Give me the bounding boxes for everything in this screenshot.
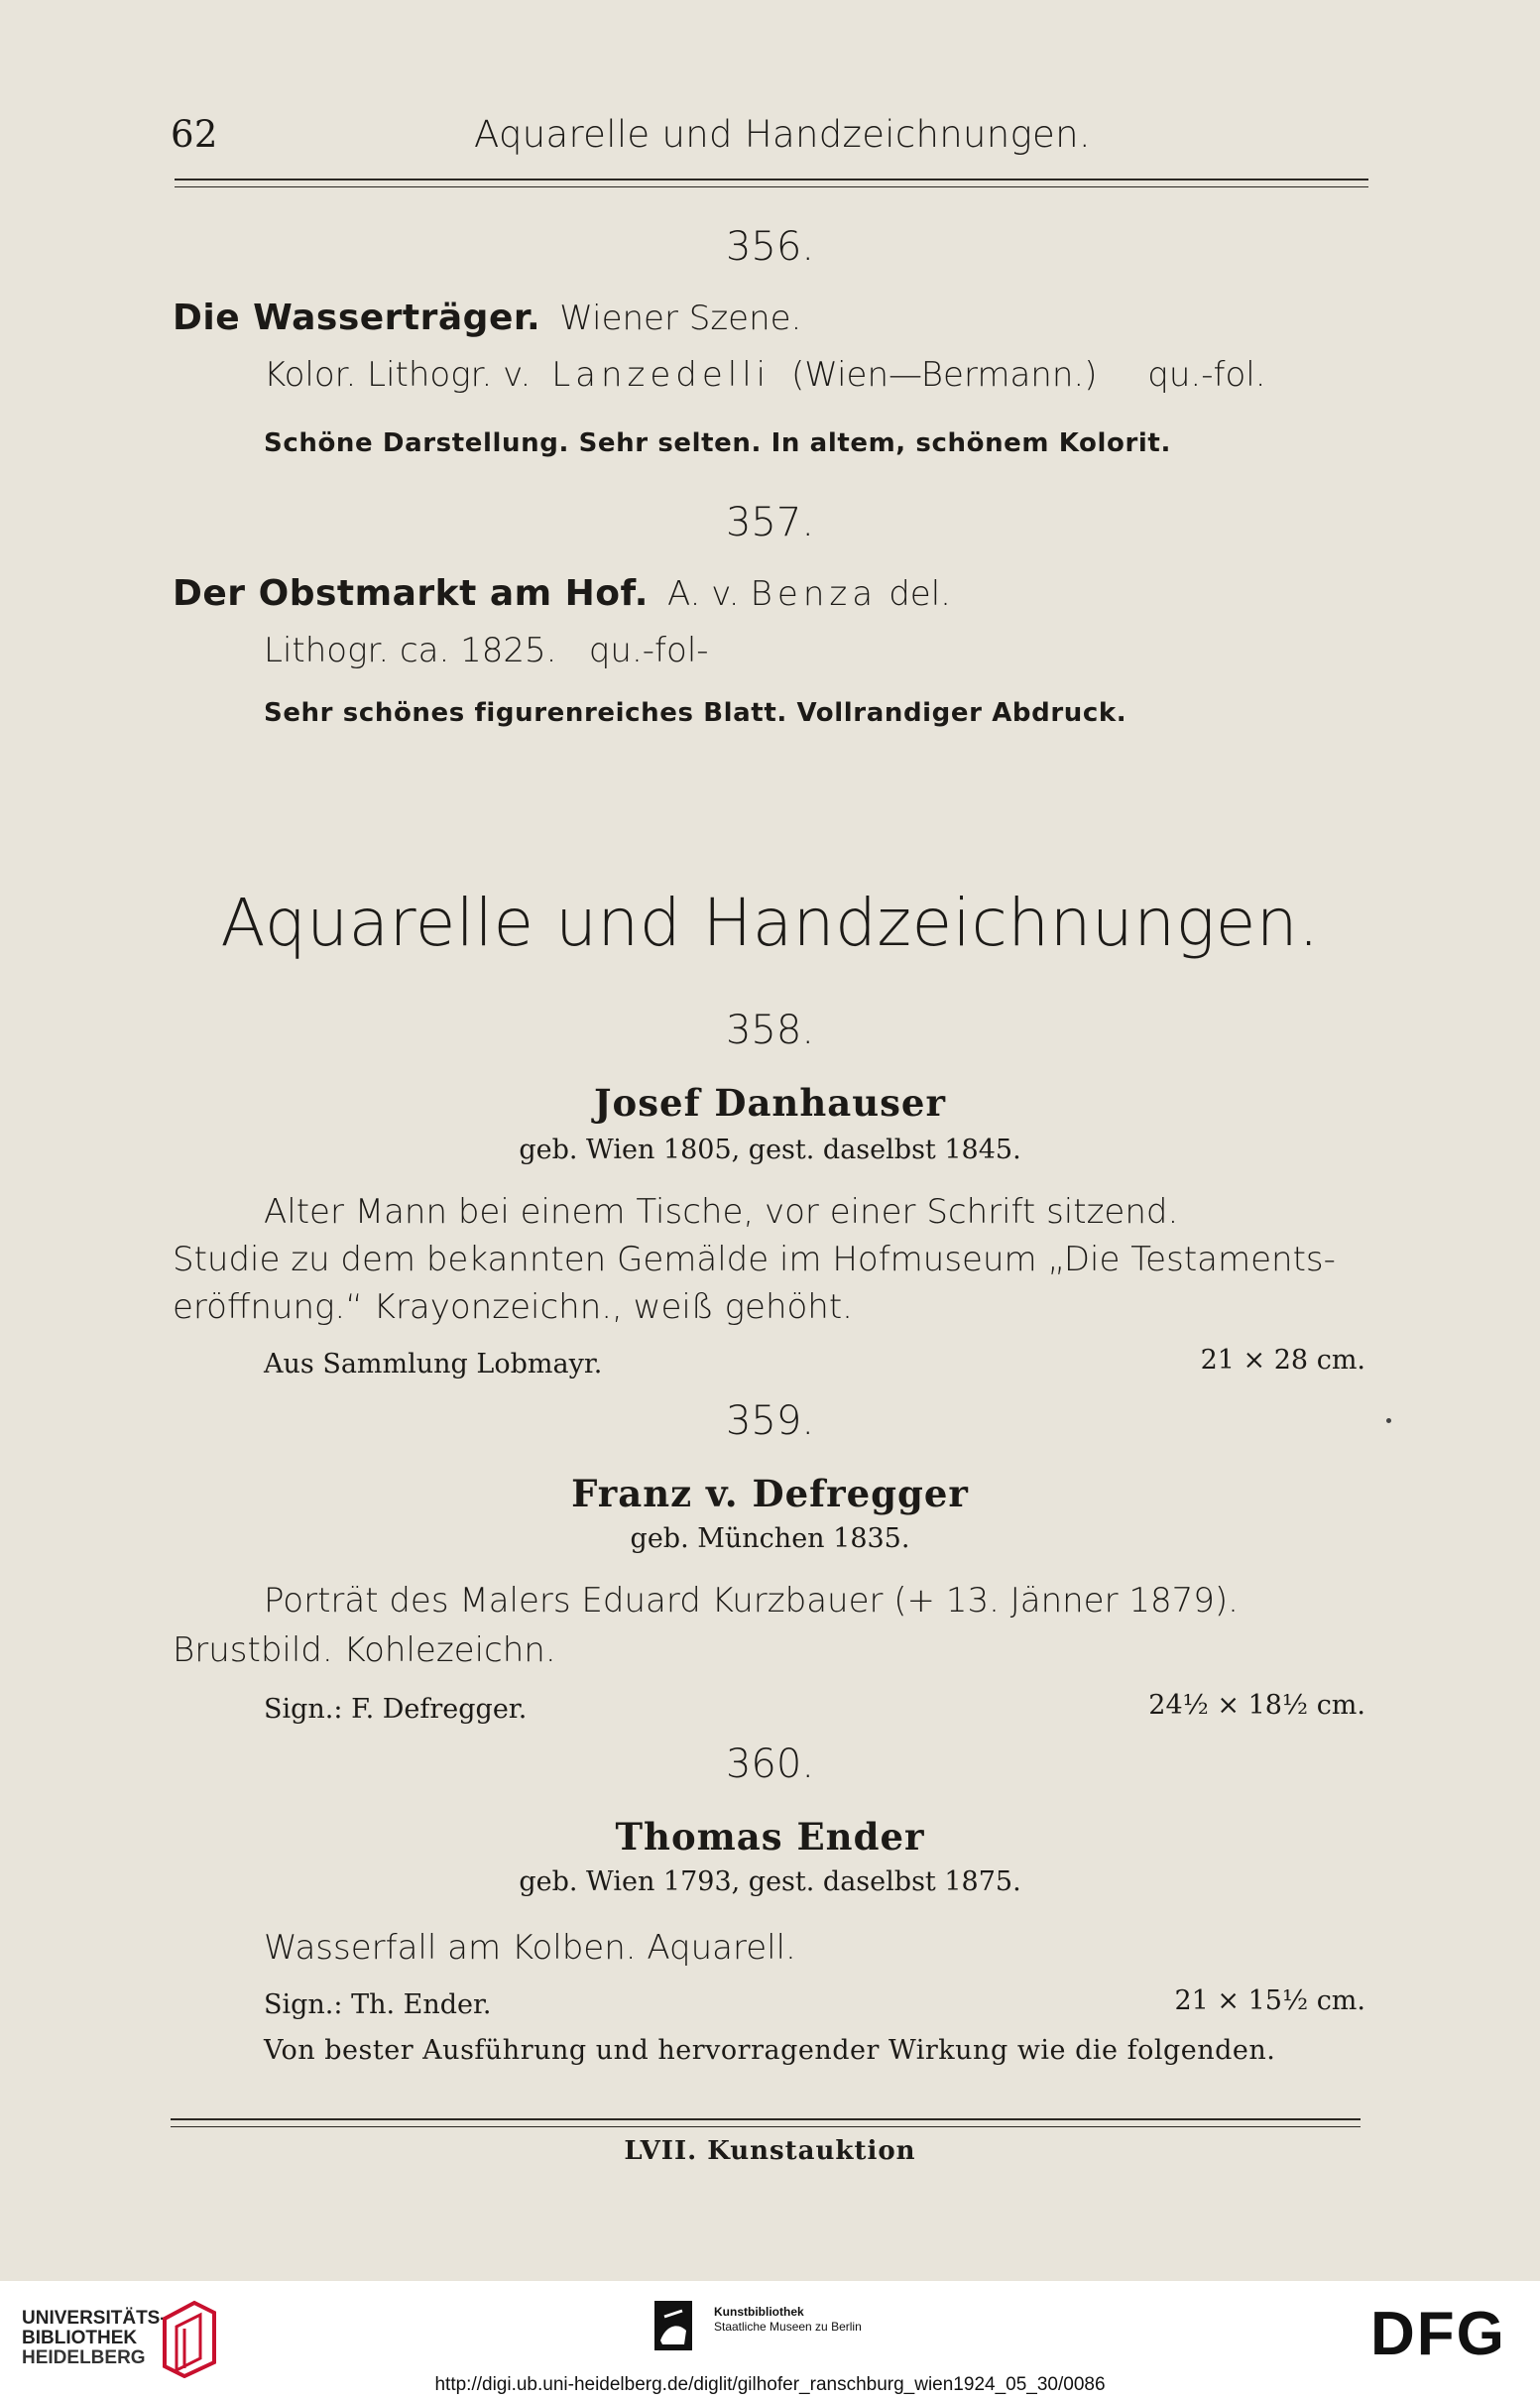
lot-359-desc-line-2: Brustbild. Kohlezeichn. (173, 1630, 556, 1670)
margin-speck (1386, 1418, 1391, 1423)
uni-line-3: HEIDELBERG (22, 2347, 146, 2368)
kunstbibliothek-text (714, 2305, 862, 2335)
footer-rule-bottom (171, 2126, 1361, 2127)
lot-358-bio: geb. Wien 1805, gest. daselbst 1845. (519, 1135, 1021, 1165)
section-title: Aquarelle und Handzeichnungen. (220, 885, 1320, 961)
lot-357-note: Sehr schönes figurenreiches Blatt. Vollrandiger Abdruck. (264, 698, 1127, 728)
lot-356-title-rest: Wiener Szene. (559, 299, 802, 338)
lot-358-dimensions: 21 × 28 cm. (1200, 1345, 1365, 1376)
uni-line-1: UNIVERSITÄTS- (22, 2308, 167, 2329)
footer-rule-top (171, 2118, 1361, 2120)
lot-360-note: Von bester Ausführung und hervorragender Wirkung wie die folgenden. (264, 2035, 1276, 2066)
kb-line-2: Staatliche Museen zu Berlin (714, 2320, 862, 2334)
lot-356-artist: Lanzedelli (551, 355, 771, 395)
lot-number-358: 358. (725, 1008, 815, 1053)
page-number: 62 (171, 113, 218, 156)
lot-357-artist-prefix: A. v. (667, 574, 740, 614)
kb-line-1: Kunstbibliothek (714, 2305, 804, 2319)
lot-357-title-line (173, 573, 951, 614)
uni-logo-text (22, 2309, 167, 2368)
lot-358-desc-line-1: Alter Mann bei einem Tische, vor einer Schrift sitzend. (264, 1192, 1179, 1232)
lot-357-del: del. (888, 574, 951, 614)
lot-357-details: Lithogr. ca. 1825. qu.-fol- (264, 631, 709, 670)
lot-356-publisher: (Wien—Bermann.) (790, 355, 1098, 395)
lot-360-desc-line-1: Wasserfall am Kolben. Aquarell. (264, 1928, 796, 1968)
lot-356-details (264, 355, 1266, 395)
lot-357-artist: Benza (750, 574, 879, 614)
lot-358-provenance: Aus Sammlung Lobmayr. (264, 1349, 603, 1380)
lot-number-359: 359. (725, 1398, 815, 1444)
lot-358-desc-line-2: Studie zu dem bekannten Gemälde im Hofmuseum „Die Testaments- (173, 1240, 1336, 1279)
signature-mark: LVII. Kunstauktion (624, 2136, 916, 2166)
lot-360-signature: Sign.: Th. Ender. (264, 1989, 492, 2020)
lot-356-title: Die Wasserträger. (173, 298, 541, 338)
lot-number-356: 356. (725, 224, 815, 270)
lot-359-bio: geb. München 1835. (630, 1523, 910, 1554)
lot-356-medium: Kolor. Lithogr. v. (264, 355, 532, 395)
lot-356-title-line (173, 298, 801, 338)
uni-line-2: BIBLIOTHEK (22, 2328, 138, 2348)
lot-359-desc-line-1: Porträt des Malers Eduard Kurzbauer (+ 13. Jänner 1879). (264, 1581, 1239, 1620)
lot-356-format: qu.-fol. (1147, 355, 1266, 395)
header-rule-top (175, 179, 1368, 180)
source-url-link[interactable]: http://digi.ub.uni-heidelberg.de/diglit/gilhofer_ranschburg_wien1924_05_30/0086 (434, 2374, 1106, 2395)
digitization-footer-bar (0, 2281, 1540, 2400)
header-rule-bottom (175, 186, 1368, 187)
lot-359-artist: Franz v. Defregger (571, 1472, 969, 1515)
lot-356-note: Schöne Darstellung. Sehr selten. In altem, schönem Kolorit. (264, 428, 1171, 458)
kunstbibliothek-logo-icon (654, 2301, 692, 2354)
lot-number-357: 357. (725, 500, 815, 545)
lot-360-bio: geb. Wien 1793, gest. daselbst 1875. (519, 1866, 1021, 1897)
lot-360-artist: Thomas Ender (615, 1815, 925, 1859)
lot-358-desc-line-3: eröffnung.“ Krayonzeichn., weiß gehöht. (173, 1287, 853, 1327)
lot-number-360: 360. (725, 1741, 815, 1787)
uni-heidelberg-logo-icon (155, 2299, 224, 2382)
lot-358-artist: Josef Danhauser (594, 1081, 946, 1125)
lot-359-dimensions: 24½ × 18½ cm. (1148, 1690, 1365, 1721)
lot-357-title: Der Obstmarkt am Hof. (173, 573, 649, 614)
lot-360-dimensions: 21 × 15½ cm. (1174, 1985, 1365, 2016)
dfg-logo: DFG (1370, 2300, 1506, 2368)
running-title: Aquarelle und Handzeichnungen. (474, 113, 1091, 156)
lot-359-signature: Sign.: F. Defregger. (264, 1694, 528, 1725)
